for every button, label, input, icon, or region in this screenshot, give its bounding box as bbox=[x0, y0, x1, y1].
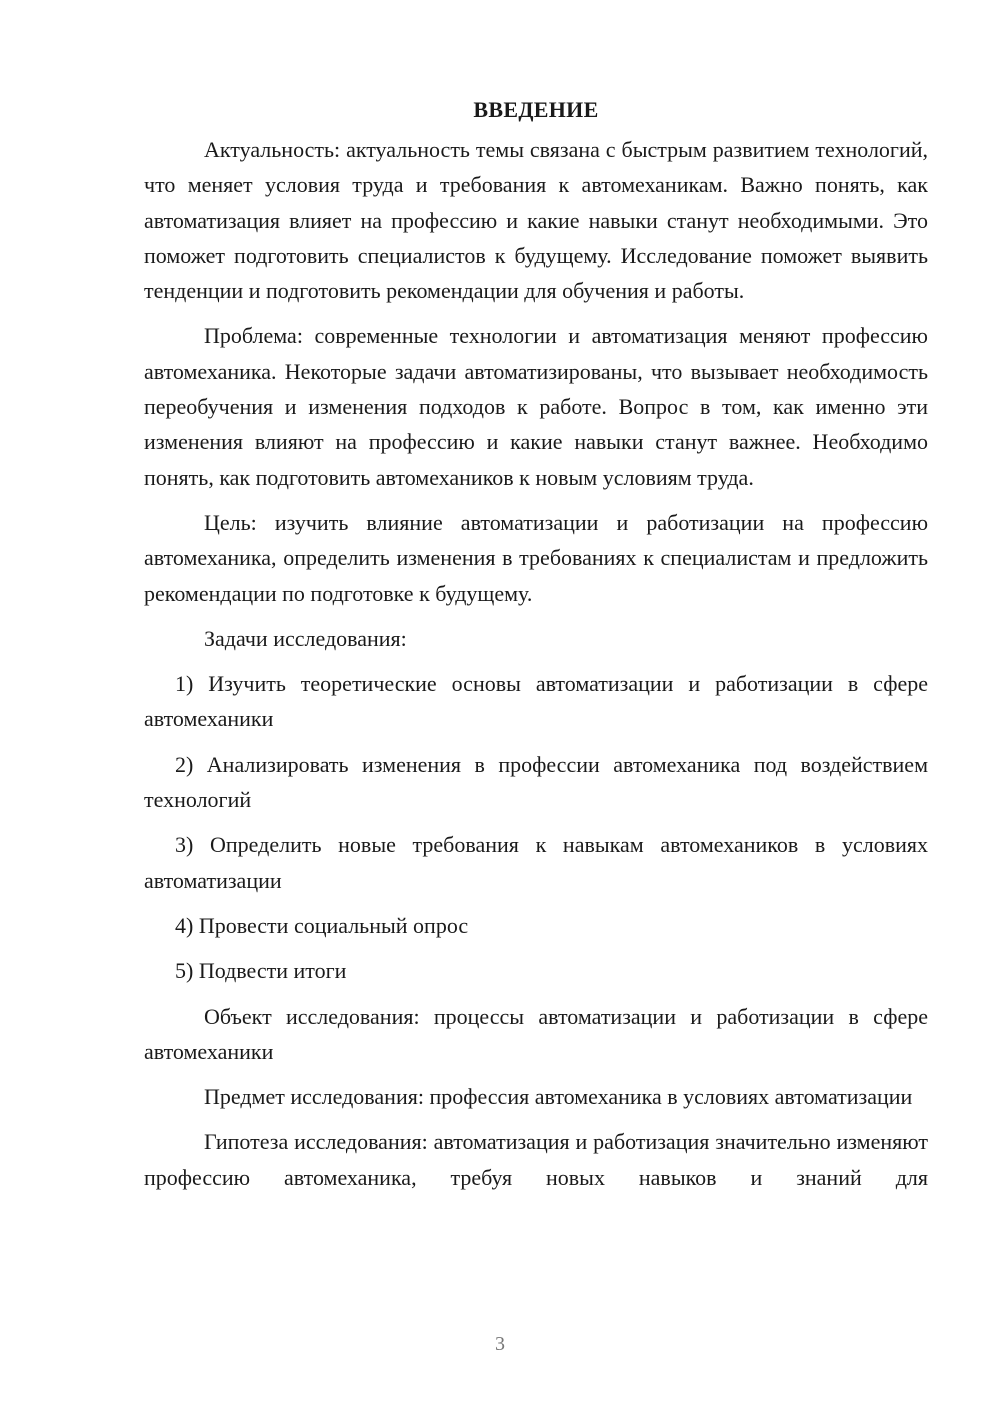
task-item: 4) Провести социальный опрос bbox=[175, 912, 469, 938]
tasks-heading: Задачи исследования: bbox=[204, 625, 407, 651]
task-item: 2) Анализировать изменения в профессии автомеханика под воздействием технологий bbox=[144, 751, 928, 813]
subject-paragraph: Предмет исследования: профессия автомеханика в условиях автоматизации bbox=[204, 1084, 913, 1110]
object-paragraph: Объект исследования: процессы автоматизации и работизации в сфере автомеханики bbox=[144, 1003, 928, 1064]
task-item: 1) Изучить теоретические основы автоматизации и работизации в сфере автомеханики bbox=[144, 671, 928, 732]
hypothesis-paragraph: Гипотеза исследования: автоматизация и работизация значительно изменяют профессию автомеханика, требуя новых навыков и знаний для bbox=[144, 1129, 928, 1190]
section-title: ВВЕДЕНИЕ bbox=[473, 97, 599, 122]
task-item: 5) Подвести итоги bbox=[175, 958, 347, 984]
page-number: 3 bbox=[495, 1333, 505, 1355]
task-item: 3) Определить новые требования к навыкам автомехаников в условиях автоматизации bbox=[144, 832, 928, 893]
document-page bbox=[144, 92, 928, 1205]
problem-paragraph: Проблема: современные технологии и автоматизация меняют профессию автомеханика. Некоторые задачи автоматизированы, что вызывает необходимость переобучения и изменения подходов к работе. Вопрос в том, как именно эти изменения влияют на профессию и какие навыки станут важнее. Необходимо понять, как подготовить автомехаников к новым условиям труда. bbox=[144, 323, 928, 490]
goal-paragraph: Цель: изучить влияние автоматизации и работизации на профессию автомеханика, определить изменения в требованиях к специалистам и предложить рекомендации по подготовке к будущему. bbox=[144, 509, 928, 606]
relevance-paragraph: Актуальность: актуальность темы связана с быстрым развитием технологий, что меняет условия труда и требования к автомеханикам. Важно понять, как автоматизация влияет на профессию и какие навыки станут необходимыми. Это поможет подготовить специалистов к будущему. Исследование поможет выявить тенденции и подготовить рекомендации для обучения и работы. bbox=[144, 137, 928, 304]
